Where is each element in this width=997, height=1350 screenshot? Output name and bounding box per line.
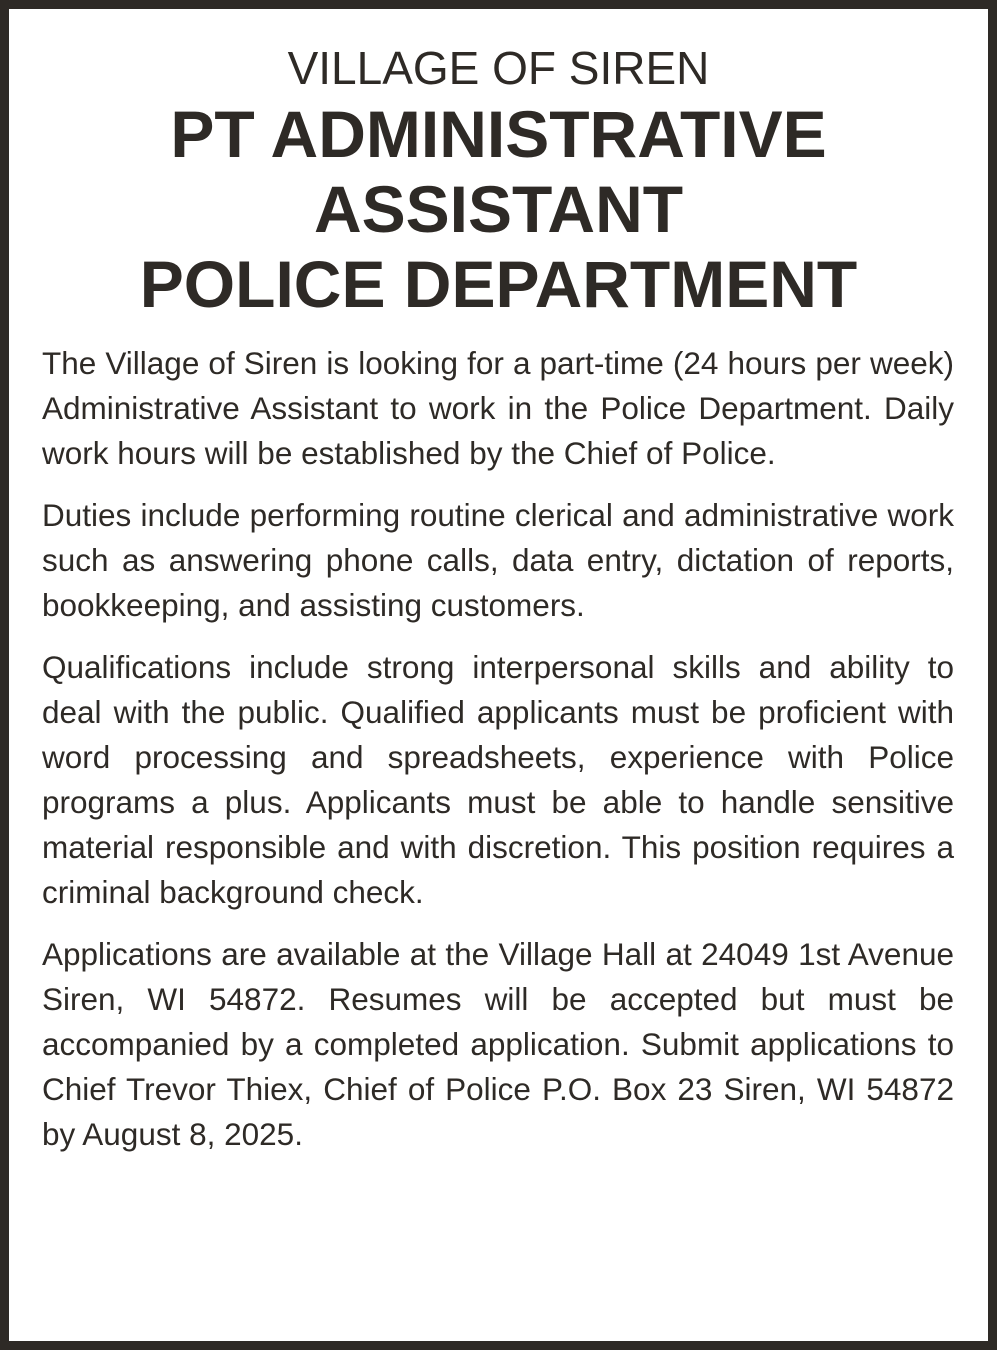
ad-body <box>42 341 954 1174</box>
job-title-line-3: POLICE DEPARTMENT <box>139 247 858 321</box>
duties-paragraph: Duties include performing routine clerical and administrative work such as answering phone calls, data entry, dictation of reports, bookkeeping, and assisting customers. <box>42 497 954 623</box>
ad-header <box>9 39 988 322</box>
applications-paragraph: Applications are available at the Village Hall at 24049 1st Avenue Siren, WI 54872. Resumes will be accepted but must be accompanied by a completed application. Submit applications to Chief Trevor Thiex, Chief of Police P.O. Box 23 Siren, WI 54872 by August 8, 2025. <box>42 936 954 1152</box>
qualifications-paragraph: Qualifications include strong interpersonal skills and ability to deal with the public. Qualified applicants must be proficient with word processing and spreadsheets, experience with Police programs a plus. Applicants must be able to handle sensitive material responsible and with discretion. This position requires a criminal background check. <box>42 649 954 910</box>
intro-paragraph: The Village of Siren is looking for a part-time (24 hours per week) Administrative Assistant to work in the Police Department. Daily work hours will be established by the Chief of Police. <box>42 345 954 471</box>
organization-name: VILLAGE OF SIREN <box>287 42 710 94</box>
job-title-line-2: ASSISTANT <box>313 172 684 246</box>
job-title-line-1: PT ADMINISTRATIVE <box>170 97 827 171</box>
